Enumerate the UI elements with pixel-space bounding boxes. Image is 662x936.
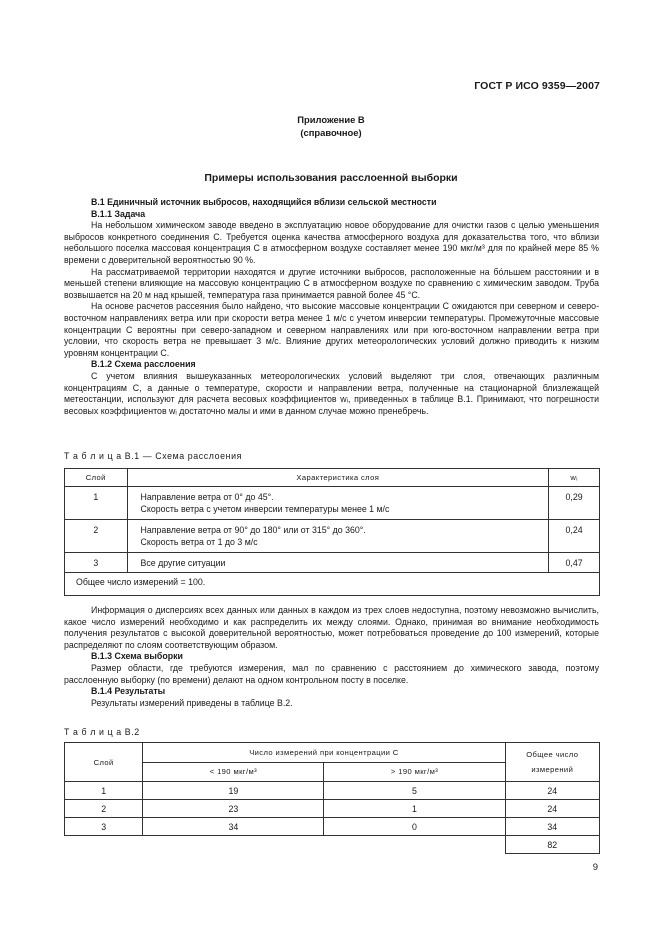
table-row [65, 487, 600, 520]
b14-heading: B.1.4 Результаты [91, 686, 166, 697]
b11-paragraph-1: На небольшом химическом заводе введено в эксплуатацию новое оборудование для очистки газов с целью уменьшения выбросов конкретного соединения C. Требуется оценка качества атмосферного воздуха для доказательства того, что вблизи небольшого поселка массовая концентрация C в атмосферном воздухе составляет менее 190 мкг/м³ для по крайней мере 85 % времени с доверительной вероятностью 90 %. [64, 220, 599, 265]
table-row [65, 818, 600, 836]
table1-cell-characteristic: Все другие ситуации [127, 552, 549, 572]
section-b1 [64, 197, 599, 417]
table1-char-line: Скорость ветра с учетом инверсии температуры менее 1 м/с [140, 504, 390, 515]
table1-cell-layer: 1 [65, 487, 128, 520]
b1-heading: B.1 Единичный источник выбросов, находящийся вблизи сельской местности [91, 197, 437, 207]
table2-cell-lt: 19 [143, 782, 324, 800]
table1-cell-weight: 0,29 [549, 487, 600, 520]
b14-paragraph: Результаты измерений приведены в таблице В.2. [91, 697, 293, 708]
table2-cell-gt: 0 [324, 818, 505, 836]
table1-note: Общее число измерений = 100. [65, 573, 600, 596]
table2-header-lt: < 190 мкг/м³ [143, 762, 324, 782]
table-row [65, 552, 600, 572]
table2-cell-lt: 23 [143, 800, 324, 818]
table2-cell-total: 34 [505, 818, 599, 836]
table1-cell-weight: 0,47 [549, 552, 600, 572]
table2-cell-layer: 3 [65, 818, 143, 836]
table1-char-line: Направление ветра от 0° до 45°. [140, 492, 274, 502]
appendix-title: Приложение В [297, 114, 365, 125]
table-row [65, 519, 600, 552]
appendix-heading [0, 113, 662, 139]
table2-caption: Т а б л и ц а В.2 [64, 727, 140, 737]
table1-cell-layer: 3 [65, 552, 128, 572]
b13-heading: B.1.3 Схема выборки [91, 651, 183, 662]
table2-header-row [65, 743, 600, 763]
table2-header-group: Число измерений при концентрации C [143, 743, 505, 763]
table2-header-gt: > 190 мкг/м³ [324, 762, 505, 782]
table2-grand-total: 82 [505, 836, 599, 854]
table-row [65, 782, 600, 800]
table2-cell-total: 24 [505, 800, 599, 818]
table2-cell-lt: 34 [143, 818, 324, 836]
table1-caption: Т а б л и ц а В.1 — Схема расслоения [64, 451, 242, 461]
table1-note-row [65, 573, 600, 596]
table2-header-total: Общее число измерений [505, 743, 599, 782]
table2-cell-total: 24 [505, 782, 599, 800]
table2-total-row [65, 836, 600, 854]
table2-cell-layer: 1 [65, 782, 143, 800]
b12-paragraph: C учетом влияния вышеуказанных метеорологических условий выделяют три слоя, отвечающих различным концентрациям C, а данные о температуре, скорости и направлении ветра, полученные на стационарной близлежащей метеостанции, используют для расчета весовых коэффициентов wᵢ, приведенных в таблице В.1. Принимают, что погрешности весовых коэффициентов wᵢ достаточно малы и ими в данном случае можно пренебречь. [64, 370, 599, 416]
table2-cell-gt: 5 [324, 782, 505, 800]
table1-header-row [65, 469, 600, 487]
table-2 [64, 742, 600, 854]
section-after-table1 [64, 605, 599, 709]
table1-cell-characteristic [127, 487, 549, 520]
table2-cell-gt: 1 [324, 800, 505, 818]
b12-heading: B.1.2 Схема расслоения [91, 359, 196, 370]
b13-paragraph: Размер области, где требуются измерения, мал по сравнению с расстоянием до химического завода, поэтому расслоенную выборку (по времени) делают на одном контрольном посту в поселке. [64, 662, 599, 685]
b11-paragraph-2: На рассматриваемой территории находятся и другие источники выбросов, расположенные на бо́льшем расстоянии и в меньшей степени влияющие на массовую концентрацию C в атмосферном воздухе по сравнению с химическим заводом. Труба возвышается на 20 м над крышей, температура газа принимается равной более 45 °C. [64, 266, 599, 300]
main-title: Примеры использования расслоенной выборки [204, 172, 458, 184]
page-number: 9 [592, 862, 598, 873]
table1-cell-layer: 2 [65, 519, 128, 552]
appendix-type: (справочное) [300, 127, 362, 138]
table2-header-layer: Слой [65, 743, 143, 782]
table2-cell-layer: 2 [65, 800, 143, 818]
dispersion-paragraph: Информация о дисперсиях всех данных или данных в каждом из трех слоев недоступна, поэтому невозможно вычислить, какое число измерений необходимо и как распределить их между слоями. Однако, принимая во внимание необходимость получения результатов с высокой доверительной вероятностью, может потребоваться проведение до 100 измерений, которые распределяют по слоям соответствующим образом. [64, 605, 599, 650]
table1-header-characteristic: Характеристика слоя [127, 469, 549, 487]
b11-paragraph-3: На основе расчетов рассеяния было найдено, что высокие массовые концентрации C ожидаются при северном и северо-восточном направлениях ветра или при скорости ветра менее 1 м/с с учетом инверсии температуры. Промежуточные массовые концентрации C вероятны при северо-западном и северном направлениях или при юго-восточном направлении ветра при условии, что скорость ветра не превышает 3 м/с. Влияние других метеорологических условий должно приводить к низким уровням концентрации C. [64, 301, 599, 358]
table2-blank-cell [65, 836, 506, 854]
table-1 [64, 468, 600, 596]
b11-heading: B.1.1 Задача [91, 208, 146, 219]
table-row [65, 800, 600, 818]
table1-char-line: Скорость ветра от 1 до 3 м/с [140, 537, 258, 548]
table1-header-layer: Слой [65, 469, 128, 487]
table1-char-line: Направление ветра от 90° до 180° или от 315° до 360°. [140, 524, 366, 535]
table1-cell-weight: 0,24 [549, 519, 600, 552]
table1-header-weight: wᵢ [549, 469, 600, 487]
standard-number: ГОСТ Р ИСО 9359—2007 [474, 80, 600, 92]
table1-cell-characteristic [127, 519, 549, 552]
